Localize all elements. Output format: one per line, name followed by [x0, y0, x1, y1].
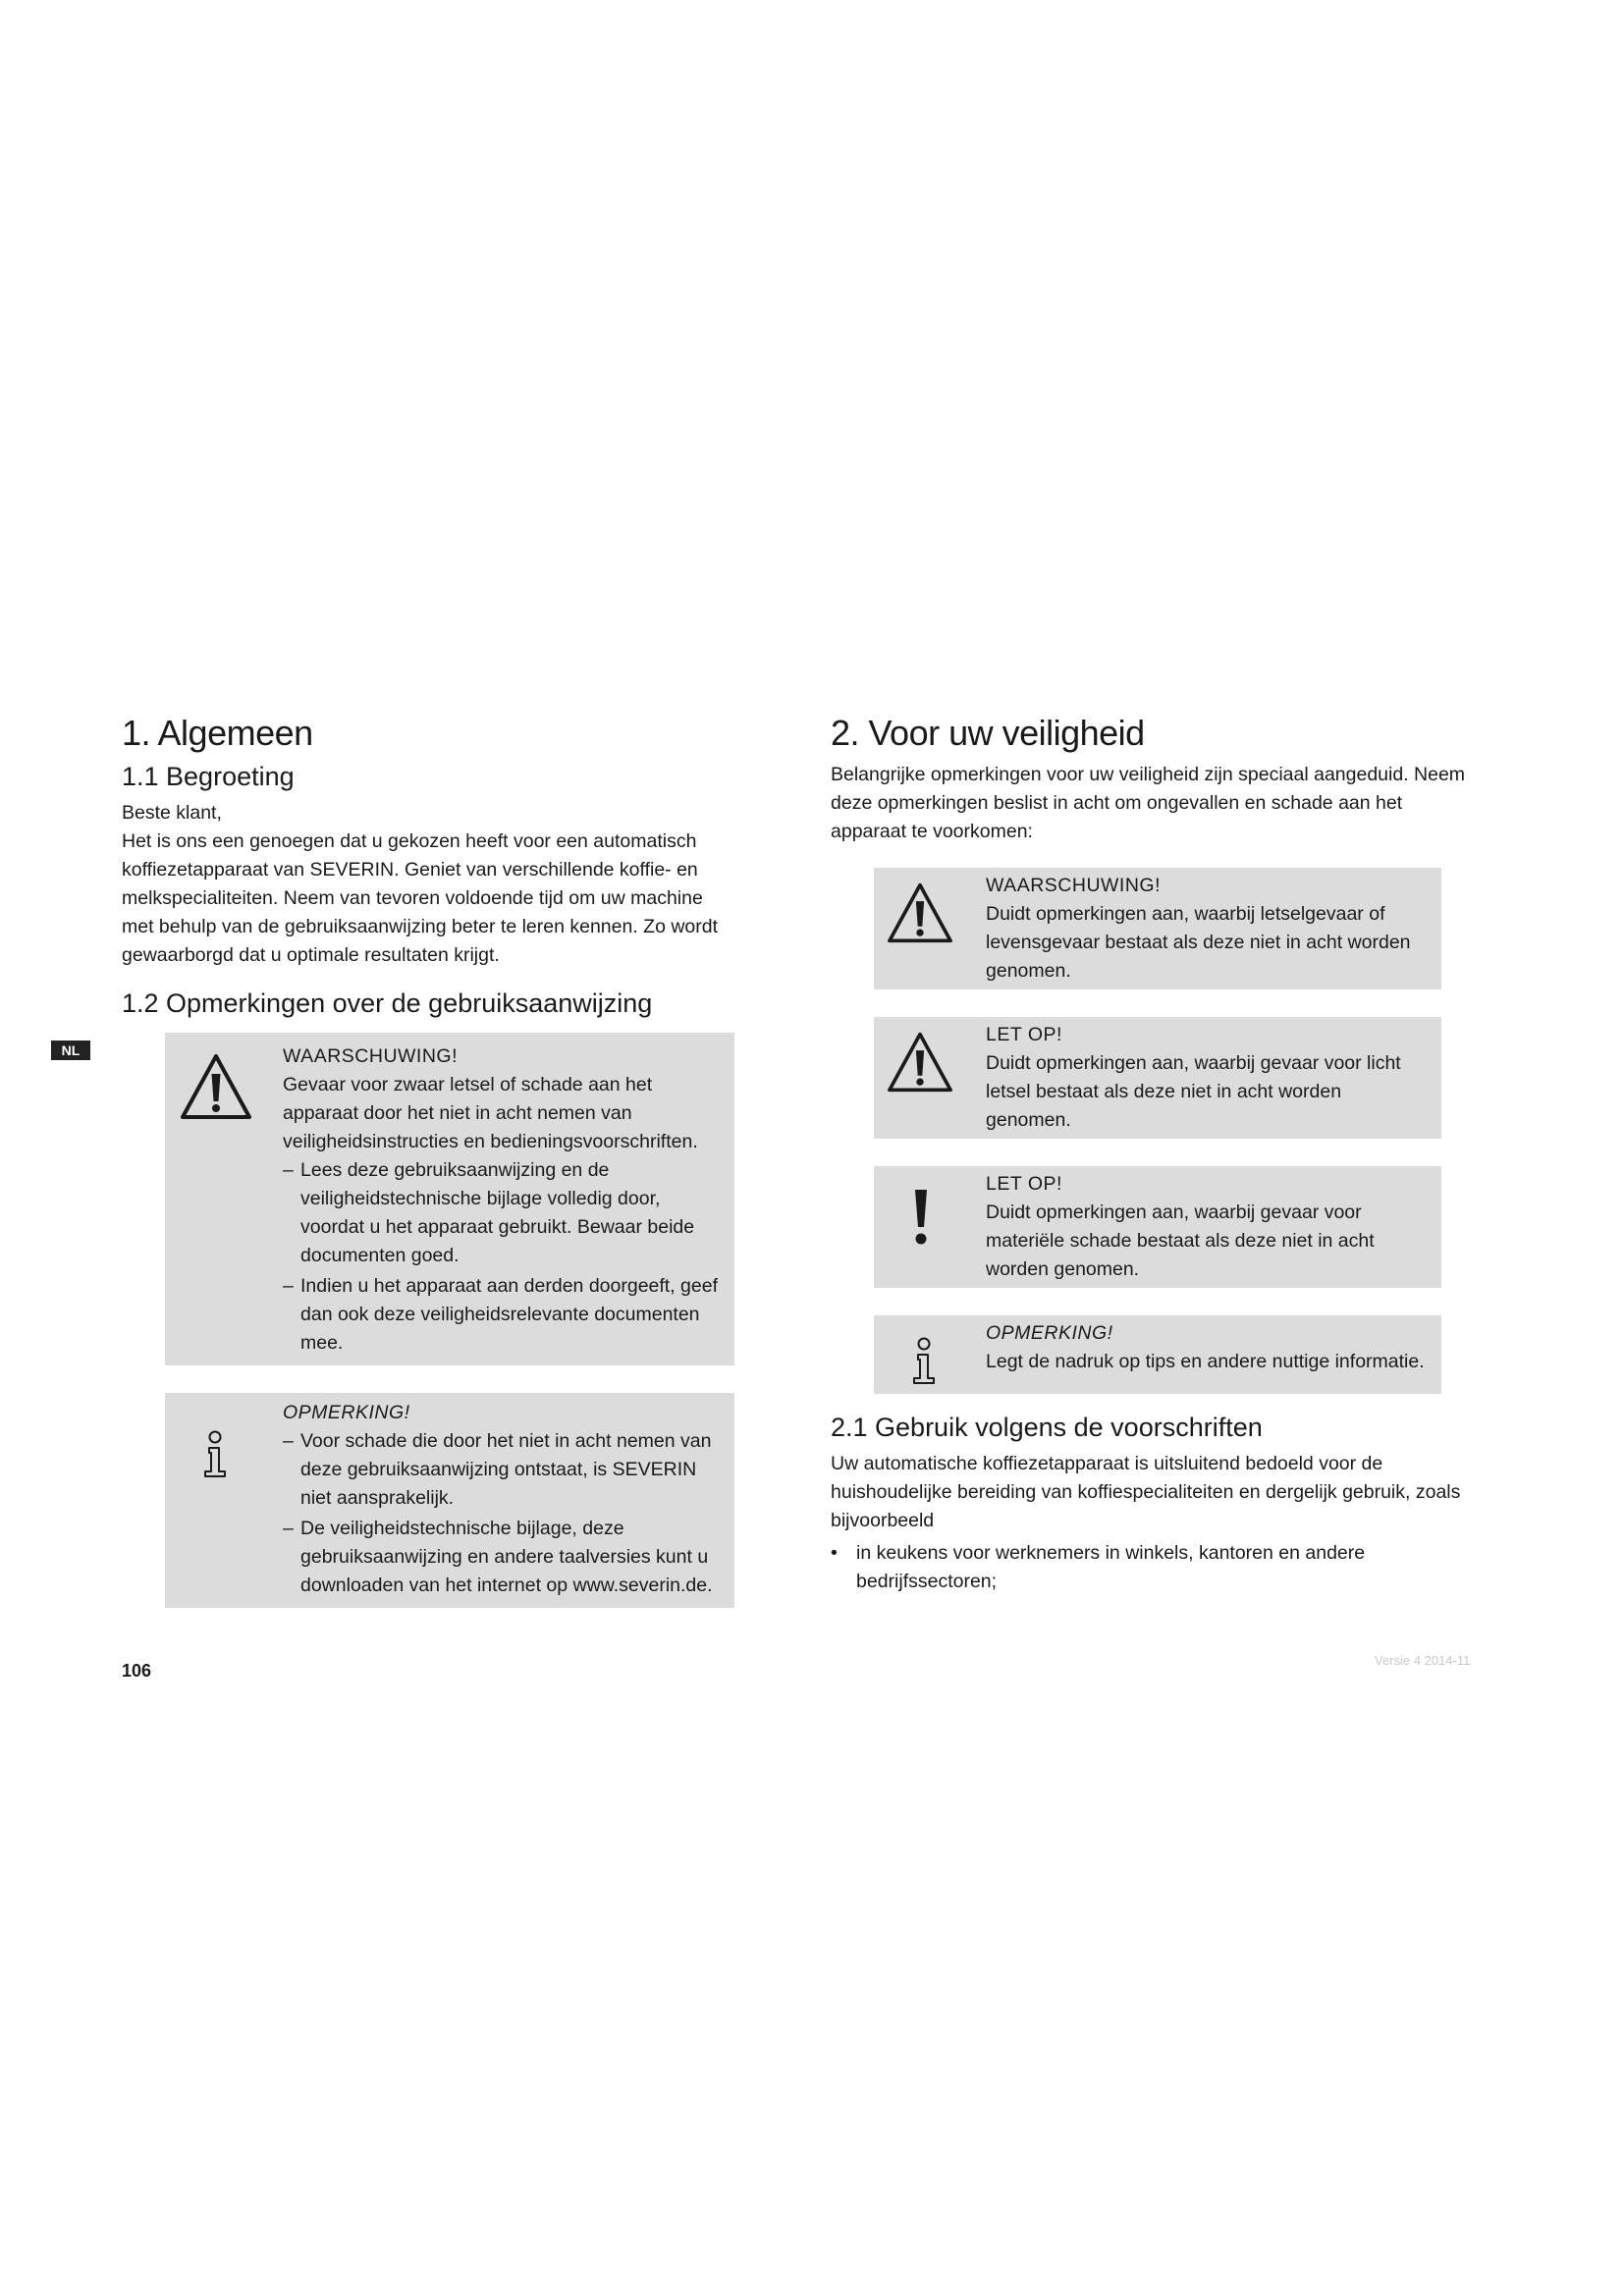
list-item: – Indien u het apparaat aan derden doorgeeft, geef dan ook deze veiligheidsrelevante documenten mee.: [271, 1272, 721, 1358]
page-number: 106: [122, 1661, 152, 1681]
version-label: Versie 4 2014-11: [1375, 1653, 1471, 1668]
greeting: Beste klant,: [122, 801, 222, 824]
notice-text: Legt de nadruk op tips en andere nuttige informatie.: [986, 1351, 1425, 1373]
section-2-1-text: Uw automatische koffiezetapparaat is uitsluitend bedoeld voor de huishoudelijke bereiding van koffiespecialiteiten en dergelijk gebruik, zoals bijvoorbeeld: [831, 1452, 1461, 1531]
info-icon: [909, 1337, 939, 1391]
list-item: – De veiligheidstechnische bijlage, deze gebruiksaanwijzing en andere taalversies kunt u downloaden van het internet op www.severin.de.: [271, 1515, 721, 1600]
info-notice: [874, 1315, 1441, 1394]
section-1-title: 1. Algemeen: [122, 713, 313, 753]
section-2-title: 2. Voor uw veiligheid: [831, 713, 1145, 753]
note-list: [283, 1427, 721, 1600]
material-damage-notice: [874, 1166, 1441, 1288]
warning-triangle-icon: [179, 1052, 253, 1126]
list-item: – Voor schade die door het niet in acht nemen van deze gebruiksaanwijzing ontstaat, is SEVERIN niet aansprakelijk.: [271, 1427, 721, 1513]
warning-text: Gevaar voor zwaar letsel of schade aan het apparaat door het niet in acht nemen van veiligheidsinstructies en bedieningsvoorschriften.: [283, 1074, 698, 1153]
caution-notice: [874, 1017, 1441, 1139]
warning-triangle-icon: [886, 1031, 954, 1098]
notice-title: LET OP!: [986, 1024, 1062, 1046]
note-box: [165, 1393, 734, 1608]
warning-box: [165, 1033, 734, 1365]
warning-notice: [874, 868, 1441, 989]
warning-triangle-icon: [886, 881, 954, 949]
usage-list: [831, 1539, 1473, 1596]
left-column: [122, 713, 731, 1608]
exclamation-icon: [913, 1186, 929, 1254]
notice-text: Duidt opmerkingen aan, waarbij letselgevaar of levensgevaar bestaat als deze niet in acht worden genomen.: [986, 903, 1411, 983]
language-tab: NL: [51, 1041, 90, 1060]
notice-text: Duidt opmerkingen aan, waarbij gevaar voor materiële schade bestaat als deze niet in acht worden genomen.: [986, 1201, 1375, 1281]
list-item: • in keukens voor werknemers in winkels, kantoren en andere bedrijfssectoren;: [831, 1539, 1473, 1596]
notice-title: LET OP!: [986, 1173, 1062, 1196]
warning-title: WAARSCHUWING!: [283, 1045, 459, 1068]
intro-paragraph: Het is ons een genoegen dat u gekozen heeft voor een automatisch koffiezetapparaat van SEVERIN. Geniet van verschillende koffie- en melkspecialiteiten. Neem van tevoren voldoende tijd om uw machine met behulp van de gebruiksaanwijzing beter te leren kennen. Zo wordt gewaarborgd dat u optimale resultaten krijgt.: [122, 829, 719, 966]
section-1-2-title: 1.2 Opmerkingen over de gebruiksaanwijzing: [122, 988, 653, 1018]
notice-title: OPMERKING!: [986, 1322, 1113, 1345]
warning-list: [283, 1156, 721, 1358]
section-1-1-title: 1.1 Begroeting: [122, 762, 295, 792]
right-column: [831, 713, 1473, 1596]
note-title: OPMERKING!: [283, 1402, 410, 1424]
info-icon: [200, 1430, 230, 1484]
notice-text: Duidt opmerkingen aan, waarbij gevaar voor licht letsel bestaat als deze niet in acht worden genomen.: [986, 1052, 1401, 1132]
list-item: – Lees deze gebruiksaanwijzing en de veiligheidstechnische bijlage volledig door, voordat u het apparaat gebruikt. Bewaar beide documenten goed.: [271, 1156, 721, 1270]
section-2-1-title: 2.1 Gebruik volgens de voorschriften: [831, 1413, 1263, 1443]
safety-intro: Belangrijke opmerkingen voor uw veiligheid zijn speciaal aangeduid. Neem deze opmerkingen beslist in acht om ongevallen en schade aan het apparaat te voorkomen:: [831, 764, 1466, 843]
notice-title: WAARSCHUWING!: [986, 875, 1162, 897]
